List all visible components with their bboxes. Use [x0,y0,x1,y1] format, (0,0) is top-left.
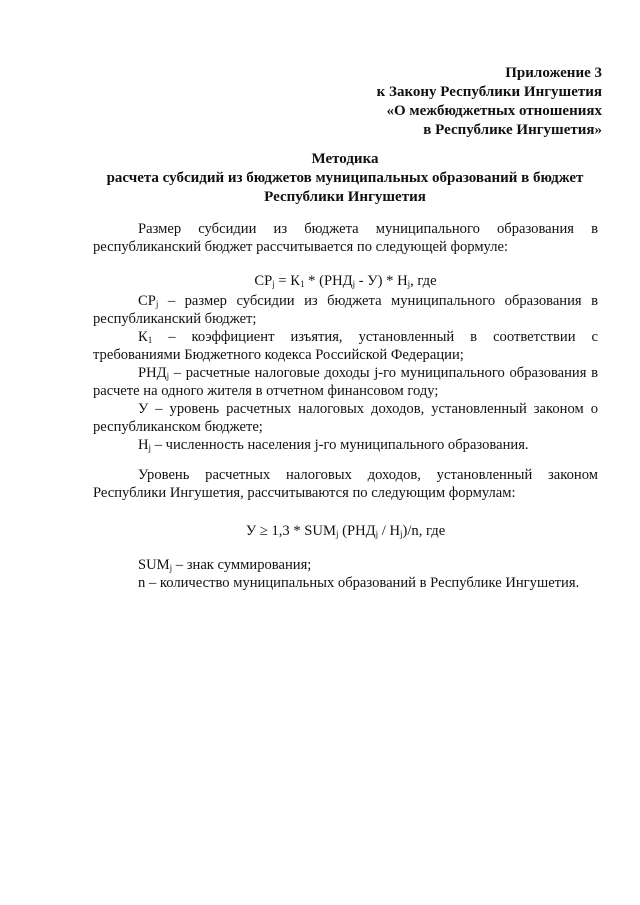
definition-rnd: $РНД_j$ – расчетные налоговые доходы j-го муниципального образования в расчете на одного жителя в отчетном финансовом году; [93,365,598,399]
definitions-2 [93,556,598,592]
title-line-1: Методика [311,151,379,167]
definition-sum: $SUM_j$ – знак суммирования; [138,557,312,573]
appendix-header [377,64,602,140]
intro-text: Размер субсидии из бюджета муниципального образования в республиканский бюджет рассчитывается по следующей формуле: [93,221,598,255]
appendix-line-4: в Республике Ингушетия» [423,122,602,138]
level-paragraph [93,466,598,502]
intro-paragraph [93,220,598,256]
definition-cp: $СР_j$ – размер субсидии из бюджета муниципального образования в республиканский бюджет; [93,293,598,327]
definition-u: У – уровень расчетных налоговых доходов, установленный законом о республиканском бюджете; [93,401,598,435]
appendix-line-2: к Закону Республики Ингушетия [376,84,602,100]
document-title [90,150,600,207]
appendix-line-1: Приложение 3 [505,65,602,81]
level-intro-text: Уровень расчетных налоговых доходов, установленный законом Республики Ингушетия, рассчитываются по следующим формулам: [93,467,598,501]
definition-n: n – количество муниципальных образований в Республике Ингушетия. [138,575,580,591]
definition-k: $К_1$ – коэффициент изъятия, установленный в соответствии с требованиями Бюджетного кодекса Российской Федерации; [93,329,598,363]
title-line-3: Республики Ингушетия [264,189,426,205]
definitions-list [93,292,598,454]
formula-1: $СР_j = К_1 * (РНД_j - У) * Н_j$, где [254,273,437,289]
appendix-line-3: «О межбюджетных отношениях [386,103,602,119]
title-line-2: расчета субсидий из бюджетов муниципальных образований в бюджет [106,170,584,186]
definition-h: $Н_j$ – численность населения j-го муниципального образования. [138,437,529,453]
formula-2: $У \ge 1,3 * SUM_j$ $(РНД_j / Н_j)/n$, где [245,523,446,539]
